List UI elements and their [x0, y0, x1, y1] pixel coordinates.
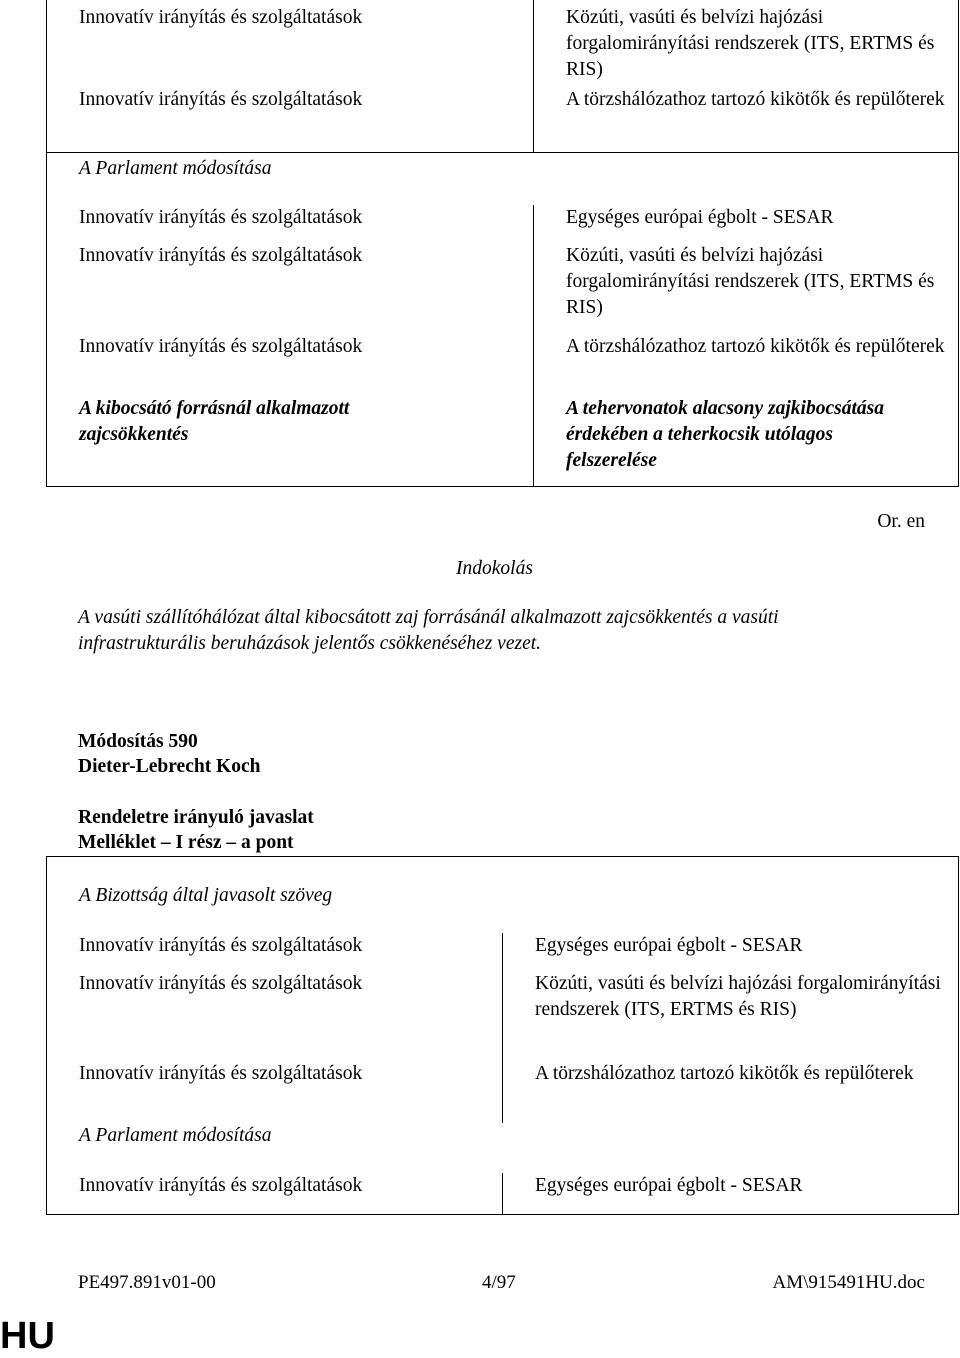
table-cell: [47, 243, 534, 334]
table-cell: [47, 971, 503, 1061]
cell-text: Innovatív irányítás és szolgáltatások: [79, 245, 363, 266]
table-row: [47, 1061, 959, 1123]
cell-text: Egységes európai égbolt - SESAR: [535, 1175, 803, 1196]
amendment-number: Módosítás 590: [78, 731, 198, 752]
cell-text: Egységes európai égbolt - SESAR: [566, 207, 834, 228]
justification-heading: Indokolás: [456, 558, 533, 579]
table-cell: [534, 0, 959, 87]
cell-text: A Bizottság által javasolt szöveg: [79, 885, 333, 906]
cell-text: A törzshálózathoz tartozó kikötők és repülőterek: [566, 89, 945, 110]
footer-file-ref: AM\915491HU.doc: [772, 1272, 925, 1293]
cell-text: Egységes európai égbolt - SESAR: [535, 935, 803, 956]
amendment-author: Dieter-Lebrecht Koch: [78, 756, 261, 777]
table-cell: [534, 205, 959, 243]
amendment-table-2: [46, 856, 959, 1215]
table-row: [47, 933, 959, 971]
cell-text: A kibocsátó forrásnál alkalmazott zajcsökkentés: [79, 398, 350, 445]
table-cell: [47, 1173, 503, 1215]
cell-text: A Parlament módosítása: [79, 1125, 272, 1146]
parliament-amendment-header: [47, 1123, 959, 1173]
table-row: [47, 857, 959, 934]
footer-page-number: 4/97: [482, 1272, 516, 1293]
table-row: [47, 153, 959, 206]
cell-text: Innovatív irányítás és szolgáltatások: [79, 336, 363, 357]
table-row: [47, 971, 959, 1061]
commission-text-header: [47, 857, 959, 934]
table-cell: [534, 334, 959, 396]
table-cell: [503, 933, 959, 971]
table-row: [47, 1173, 959, 1215]
table-cell: [534, 396, 959, 487]
table-cell: [47, 205, 534, 243]
cell-text: Innovatív irányítás és szolgáltatások: [79, 973, 363, 994]
cell-text: A törzshálózathoz tartozó kikötők és repülőterek: [535, 1063, 914, 1084]
proposal-reference: Melléklet – I rész – a pont: [78, 832, 294, 853]
table-cell: [47, 933, 503, 971]
table-row: [47, 1123, 959, 1173]
table-cell: [47, 334, 534, 396]
table-cell: [47, 87, 534, 153]
table-row: [47, 243, 959, 334]
table-row: [47, 396, 959, 487]
proposal-title: Rendeletre irányuló javaslat: [78, 807, 314, 828]
table-cell: [534, 87, 959, 153]
footer-language-code: HU: [0, 1315, 55, 1357]
cell-text: A törzshálózathoz tartozó kikötők és repülőterek: [566, 336, 945, 357]
cell-text: A Parlament módosítása: [79, 158, 272, 179]
table-cell: [47, 1061, 503, 1123]
table-cell: [503, 1173, 959, 1215]
table-cell: [534, 243, 959, 334]
cell-text: Innovatív irányítás és szolgáltatások: [79, 935, 363, 956]
cell-text: Innovatív irányítás és szolgáltatások: [79, 7, 363, 28]
table-row: [47, 87, 959, 153]
footer-doc-code: PE497.891v01-00: [78, 1272, 216, 1293]
amendment-table-1: [46, 0, 959, 487]
justification-text: A vasúti szállítóhálózat által kibocsátott zaj forrásánál alkalmazott zajcsökkentés a vasúti infrastrukturális beruházások jelentős csökkenéséhez vezet.: [78, 607, 779, 654]
table-row: [47, 334, 959, 396]
cell-text: A tehervonatok alacsony zajkibocsátása érdekében a teherkocsik utólagos felszerelése: [566, 398, 884, 471]
table-cell: [47, 0, 534, 87]
cell-text: Közúti, vasúti és belvízi hajózási forgalomirányítási rendszerek (ITS, ERTMS és RIS): [566, 245, 935, 318]
table-cell: [503, 971, 959, 1061]
table-cell: [503, 1061, 959, 1123]
cell-text: Innovatív irányítás és szolgáltatások: [79, 89, 363, 110]
parliament-amendment-header: [47, 153, 959, 206]
cell-text: Innovatív irányítás és szolgáltatások: [79, 1063, 363, 1084]
original-language: Or. en: [877, 511, 925, 532]
cell-text: Közúti, vasúti és belvízi hajózási forgalomirányítási rendszerek (ITS, ERTMS és RIS): [566, 7, 935, 80]
table-row: [47, 0, 959, 87]
cell-text: Innovatív irányítás és szolgáltatások: [79, 207, 363, 228]
cell-text: Közúti, vasúti és belvízi hajózási forgalomirányítási rendszerek (ITS, ERTMS és RIS): [535, 973, 941, 1020]
table-row: [47, 205, 959, 243]
cell-text: Innovatív irányítás és szolgáltatások: [79, 1175, 363, 1196]
table-cell: [47, 396, 534, 487]
